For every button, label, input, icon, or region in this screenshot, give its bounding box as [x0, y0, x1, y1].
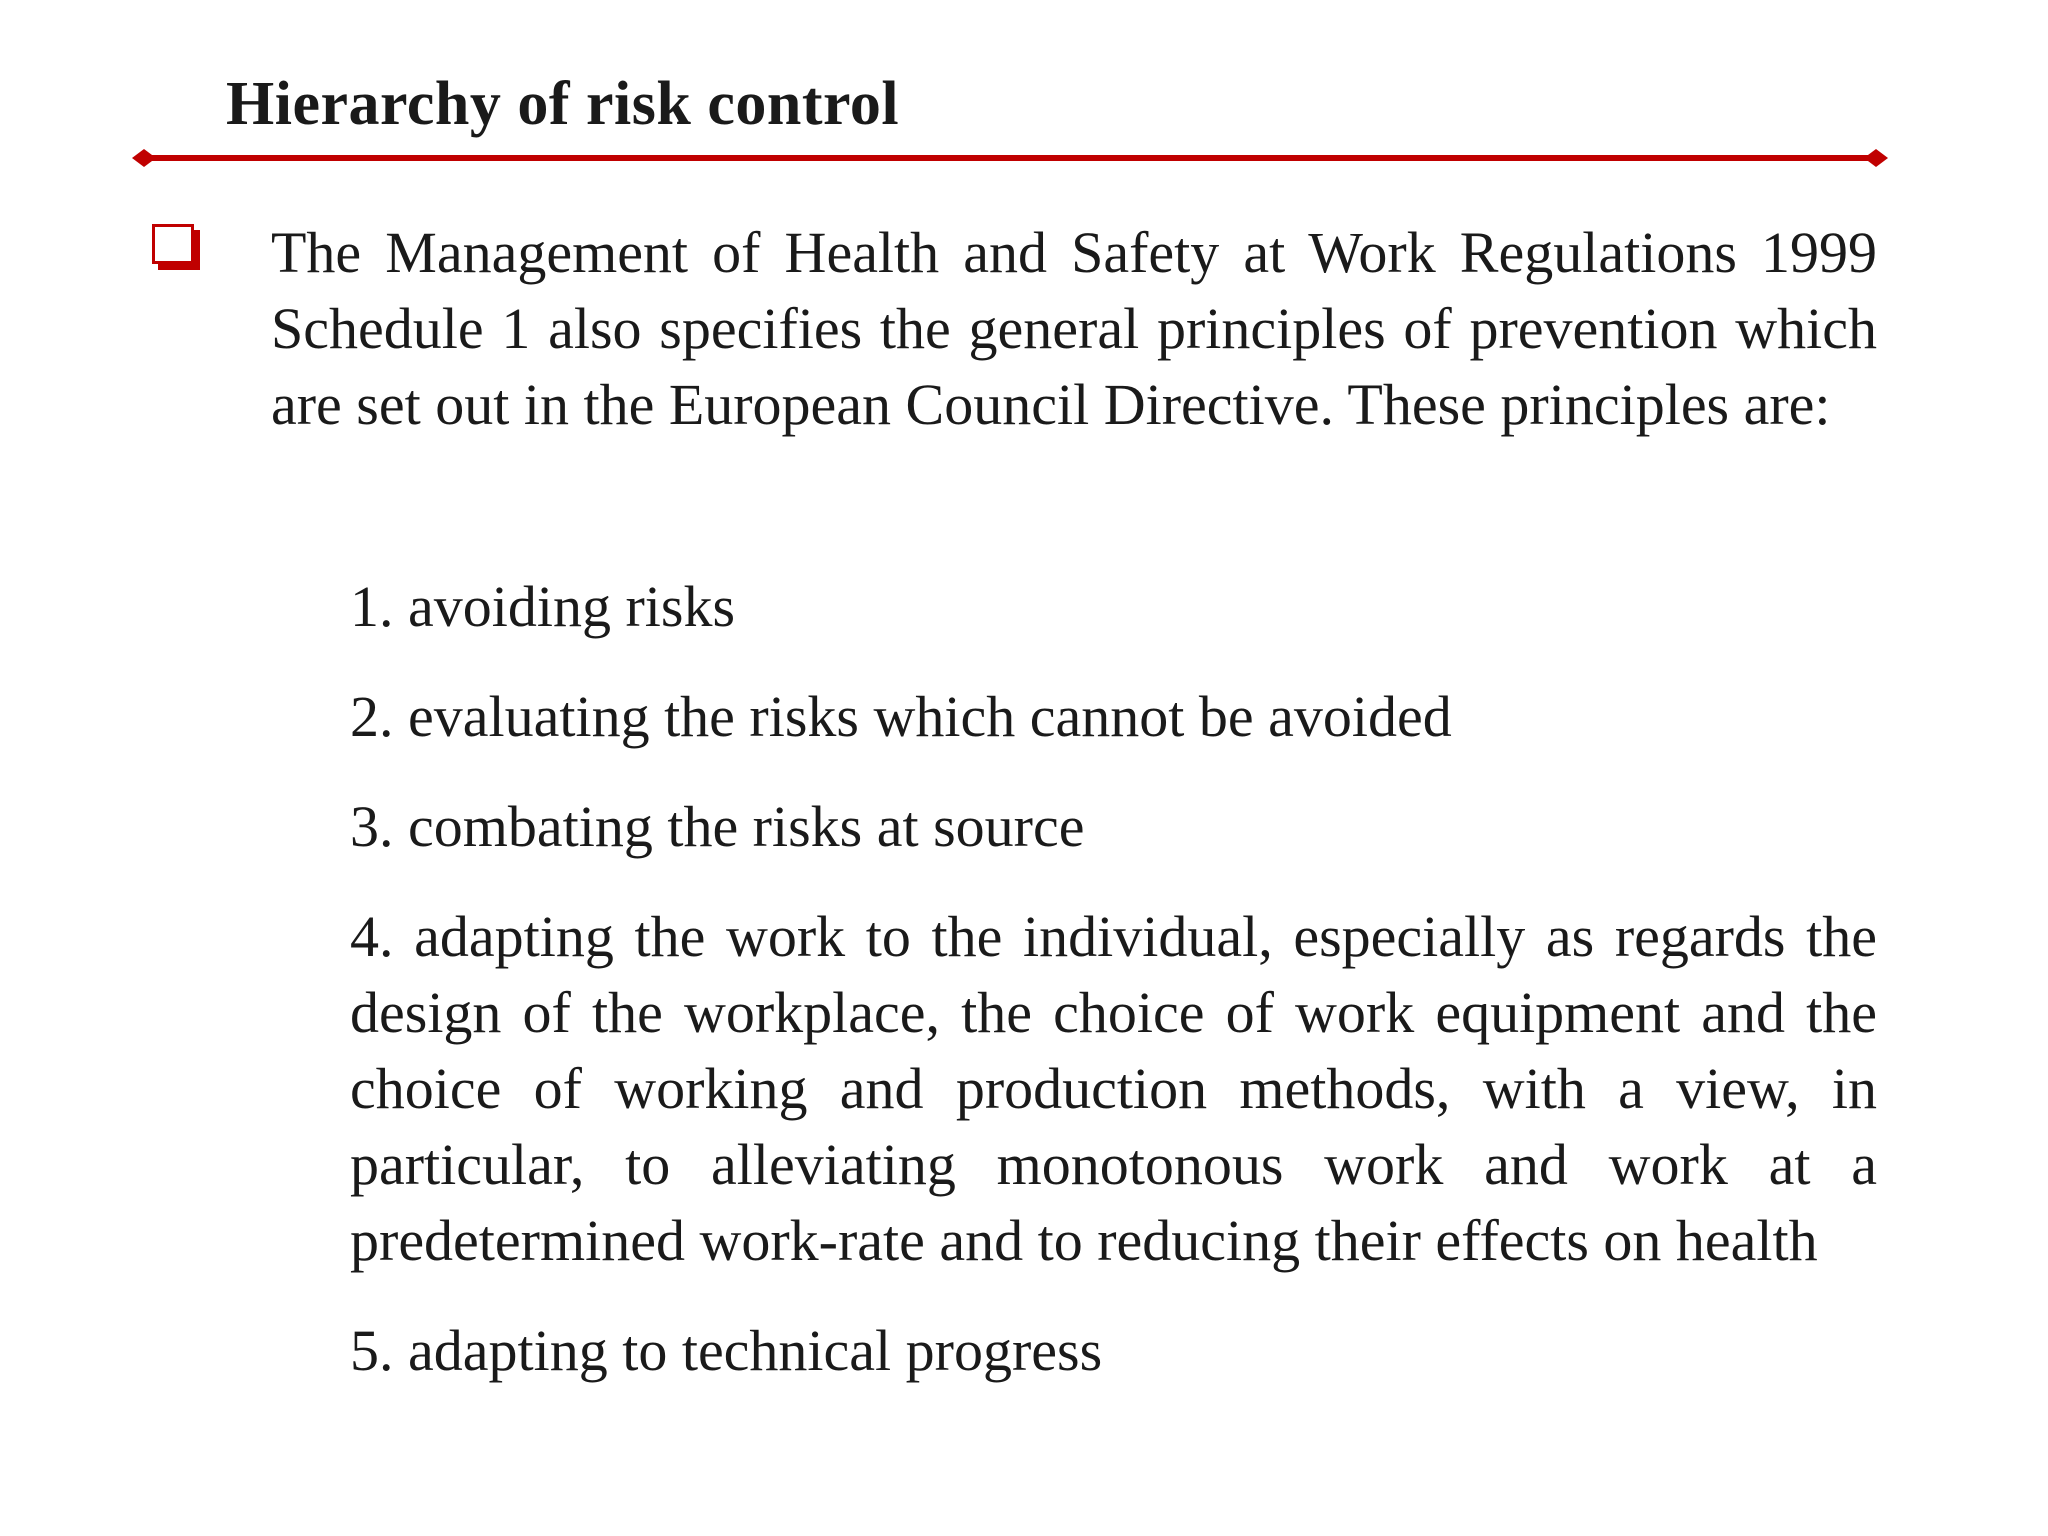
hollow-square-bullet-icon — [150, 222, 202, 272]
slide-title: Hierarchy of risk control — [226, 70, 900, 138]
list-item: 1. avoiding risks — [350, 574, 736, 639]
list-item: 3. combating the risks at source — [350, 794, 1085, 859]
principles-list — [350, 569, 1877, 1423]
list-item: 4. adapting the work to the individual, especially as regards the design of the workplace, the choice of work equipment and the choice of working and production methods, with a view, in particular, to alleviating monotonous work and work at a predetermined work-rate and to reducing their effects on health — [350, 904, 1877, 1273]
list-item: 2. evaluating the risks which cannot be avoided — [350, 684, 1452, 749]
title-divider — [132, 144, 1888, 172]
divider-diamond-left-icon — [132, 149, 156, 167]
list-item: 5. adapting to technical progress — [350, 1318, 1103, 1383]
divider-diamond-right-icon — [1864, 149, 1888, 167]
intro-paragraph: The Management of Health and Safety at Work Regulations 1999 Schedule 1 also specifies the general principles of prevention which are set out in the European Council Directive. These principles are: — [271, 220, 1877, 437]
